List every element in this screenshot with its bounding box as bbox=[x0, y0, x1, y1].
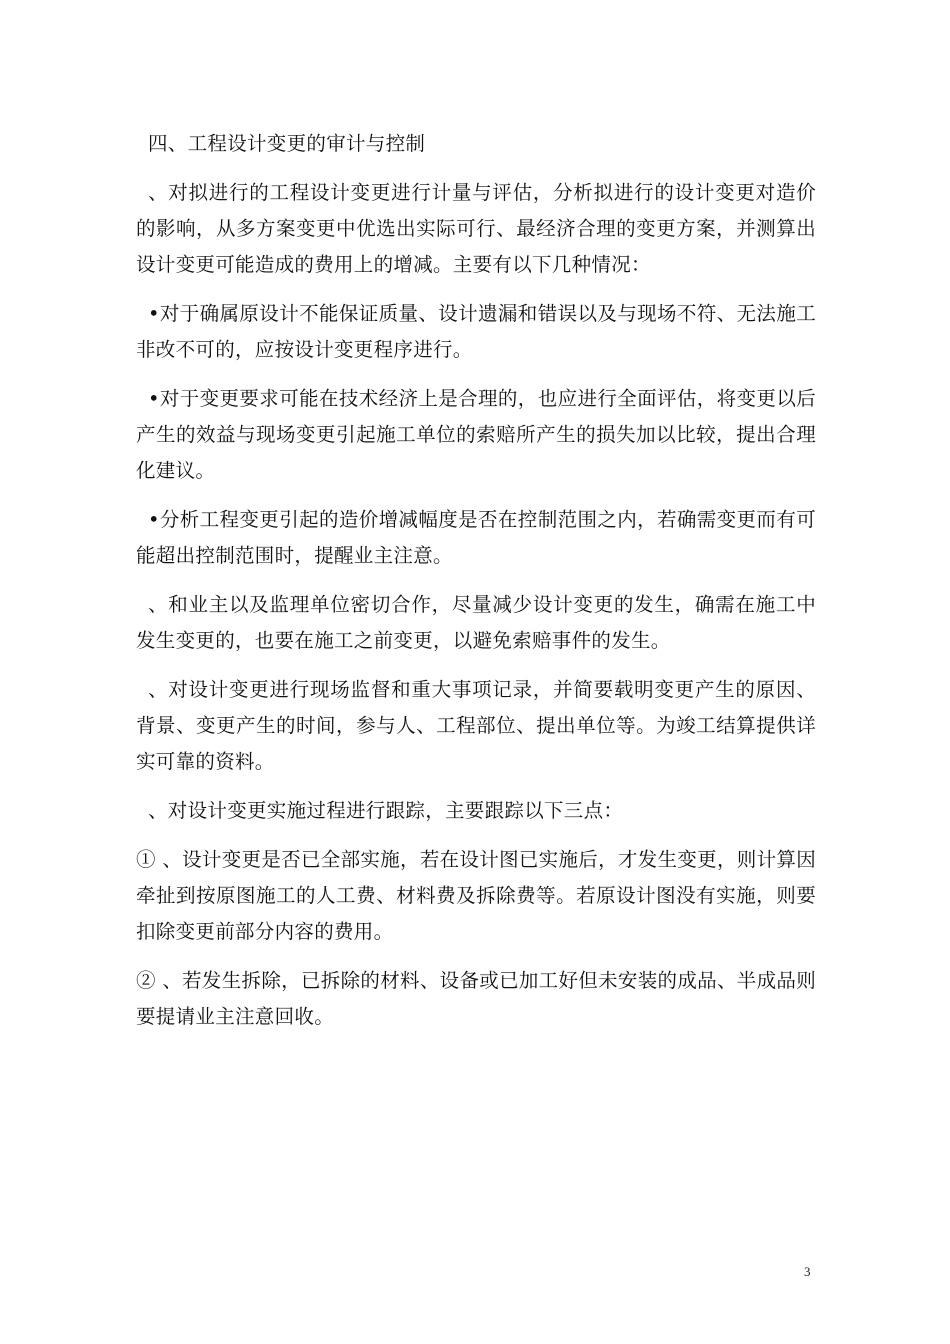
bullet-item-1: •对于确属原设计不能保证质量、设计遗漏和错误以及与现场不符、无法施工非改不可的，应按设计变更程序进行。 bbox=[136, 302, 816, 361]
page-number: 3 bbox=[804, 1264, 811, 1279]
paragraph-3: 、对设计变更进行现场监督和重大事项记录，并简要载明变更产生的原因、背景、变更产生的时间，参与人、工程部位、提出单位等。为竣工结算提供详实可靠的资料。 bbox=[136, 678, 816, 773]
paragraph-2: 、和业主以及监理单位密切合作，尽量减少设计变更的发生，确需在施工中发生变更的，也要在施工之前变更，以避免索赔事件的发生。 bbox=[136, 593, 816, 652]
paragraph-4: 、对设计变更实施过程进行跟踪，主要跟踪以下三点： bbox=[148, 799, 624, 822]
bullet-item-3: •分析工程变更引起的造价增减幅度是否在控制范围之内，若确需变更而有可能超出控制范围时，提醒业主注意。 bbox=[136, 508, 816, 567]
bullet-item-2: •对于变更要求可能在技术经济上是合理的，也应进行全面评估，将变更以后产生的效益与现场变更引起施工单位的索赔所产生的损失加以比较，提出合理化建议。 bbox=[136, 387, 816, 482]
numbered-item-1: ① 、设计变更是否已全部实施，若在设计图已实施后，才发生变更，则计算因牵扯到按原图施工的人工费、材料费及拆除费等。若原设计图没有实施，则要扣除变更前部分内容的费用。 bbox=[136, 848, 816, 943]
section-heading: 四、工程设计变更的审计与控制 bbox=[148, 132, 426, 155]
document-body bbox=[136, 126, 816, 1035]
paragraph-1: 、对拟进行的工程设计变更进行计量与评估，分析拟进行的设计变更对造价的影响，从多方案变更中优选出实际可行、最经济合理的变更方案，并测算出设计变更可能造成的费用上的增减。主要有以下几种情况： bbox=[136, 181, 816, 276]
numbered-item-2: ② 、若发生拆除，已拆除的材料、设备或已加工好但未安装的成品、半成品则要提请业主注意回收。 bbox=[136, 969, 816, 1028]
